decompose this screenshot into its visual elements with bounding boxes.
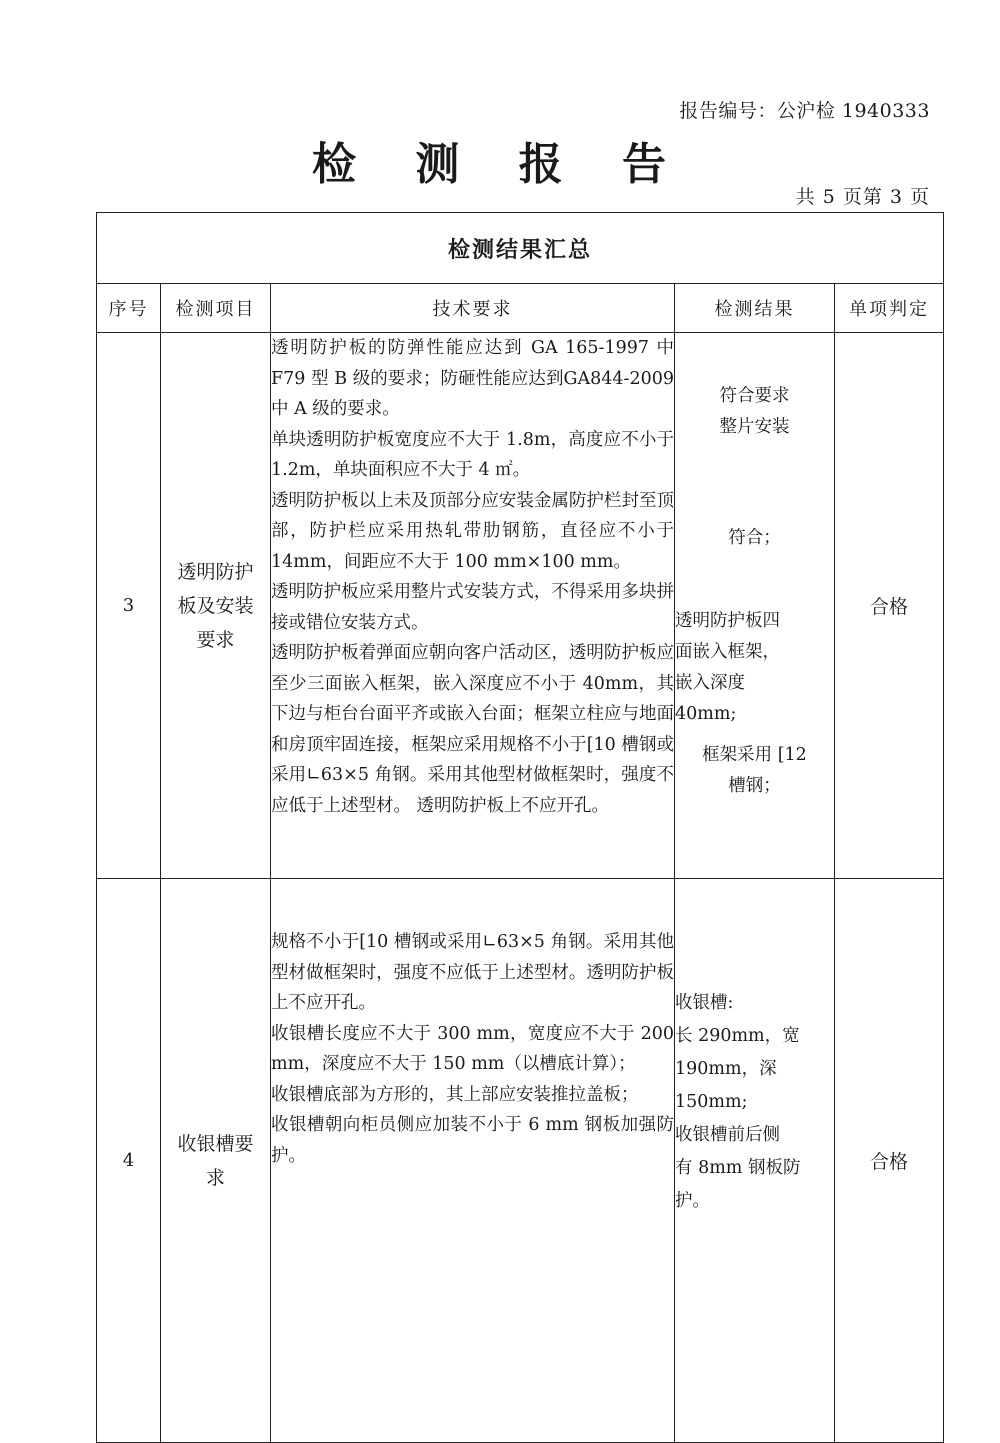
requirement-paragraph: 透明防护板着弹面应朝向客户活动区，透明防护板应至少三面嵌入框架，嵌入深度应不小于 40mm，其下边与柜台台面平齐或嵌入台面；框架立柱应与地面和房顶牢固连接，框架应采用规格不小于[10 槽钢或采用∟63×5 角钢。采用其他型材做框架时，强度不应低于上述型材。 透明防护板上不应开孔。 [271, 643, 674, 816]
result-line: 嵌入深度 [675, 673, 745, 693]
result-line: 收银槽前后侧 [675, 1125, 780, 1145]
result-line: 透明防护板四 [675, 611, 780, 631]
row-verdict: 合格 [835, 333, 944, 879]
requirement-paragraph: 透明防护板的防弹性能应达到 GA 165-1997 中 F79 型 B 级的要求；防砸性能应达到GA844-2009 中 A 级的要求。 [271, 338, 674, 419]
page-info: 共 5 页第 3 页 [795, 186, 930, 208]
table-section-title: 检测结果汇总 [97, 213, 944, 284]
result-line: 190mm，深 [675, 1059, 777, 1079]
column-header-requirements: 技术要求 [271, 284, 675, 333]
result-line: 面嵌入框架， [675, 642, 780, 662]
column-header-result: 检测结果 [675, 284, 835, 333]
requirement-paragraph: 收银槽朝向柜员侧应加装不小于 6 mm 钢板加强防护。 [271, 1115, 674, 1166]
row-requirements [271, 879, 675, 1443]
report-number: 报告编号：公沪检 1940333 [679, 100, 930, 122]
requirement-paragraph: 透明防护板以上未及顶部分应安装金属防护栏封至顶部，防护栏应采用热轧带肋钢筋，直径应不小于 14mm，间距应不大于 100 mm×100 mm。 [271, 490, 674, 572]
result-line: 整片安装 [719, 417, 790, 437]
table-row [97, 879, 944, 1443]
result-block [675, 740, 834, 802]
row-result [675, 879, 835, 1443]
row-item [161, 333, 271, 879]
result-line: 护。 [675, 1191, 710, 1211]
result-block [675, 381, 834, 443]
row-index: 3 [97, 333, 161, 879]
row-verdict: 合格 [835, 879, 944, 1443]
row-requirements [271, 333, 675, 879]
requirement-paragraph: 收银槽底部为方形的，其上部应安装推拉盖板； [271, 1084, 639, 1105]
result-line: 150mm; [675, 1092, 748, 1112]
table-header-row [97, 284, 944, 333]
row-index: 4 [97, 879, 161, 1443]
row-item-line: 要求 [196, 628, 235, 651]
result-line: 有 8mm 钢板防 [675, 1158, 801, 1178]
result-line: 40mm; [675, 704, 737, 724]
result-line: 槽钢； [728, 776, 781, 796]
result-line: 符合要求 [719, 386, 790, 406]
result-line: 符合； [728, 528, 781, 548]
table-row [97, 333, 944, 879]
row-item-line: 板及安装 [177, 594, 254, 617]
result-line: 收银槽: [675, 993, 734, 1013]
requirement-paragraph: 收银槽长度应不大于 300 mm，宽度应不大于 200 mm，深度应不大于 150 mm（以槽底计算）； [271, 1023, 674, 1074]
row-result [675, 333, 835, 879]
result-block [675, 606, 834, 730]
result-line: 长 290mm，宽 [675, 1026, 800, 1046]
row-item-line: 透明防护 [177, 560, 254, 583]
requirement-paragraph: 单块透明防护板宽度应不大于 1.8m，高度应不小于 1.2m，单块面积应不大于 4 ㎡。 [271, 429, 674, 480]
row-item [161, 879, 271, 1443]
row-item-line: 收银槽要 [177, 1132, 254, 1155]
column-header-verdict: 单项判定 [835, 284, 944, 333]
requirement-paragraph: 规格不小于[10 槽钢或采用∟63×5 角钢。采用其他型材做框架时，强度不应低于上述型材。透明防护板上不应开孔。 [271, 932, 674, 1013]
column-header-item: 检测项目 [161, 284, 271, 333]
column-header-index: 序号 [97, 284, 161, 333]
result-line: 框架采用 [12 [702, 745, 807, 765]
results-summary-table [96, 212, 944, 1443]
row-item-line: 求 [205, 1166, 225, 1189]
requirement-paragraph: 透明防护板应采用整片式安装方式，不得采用多块拼接或错位安装方式。 [271, 582, 674, 633]
page-title: 检 测 报 告 [312, 139, 688, 190]
